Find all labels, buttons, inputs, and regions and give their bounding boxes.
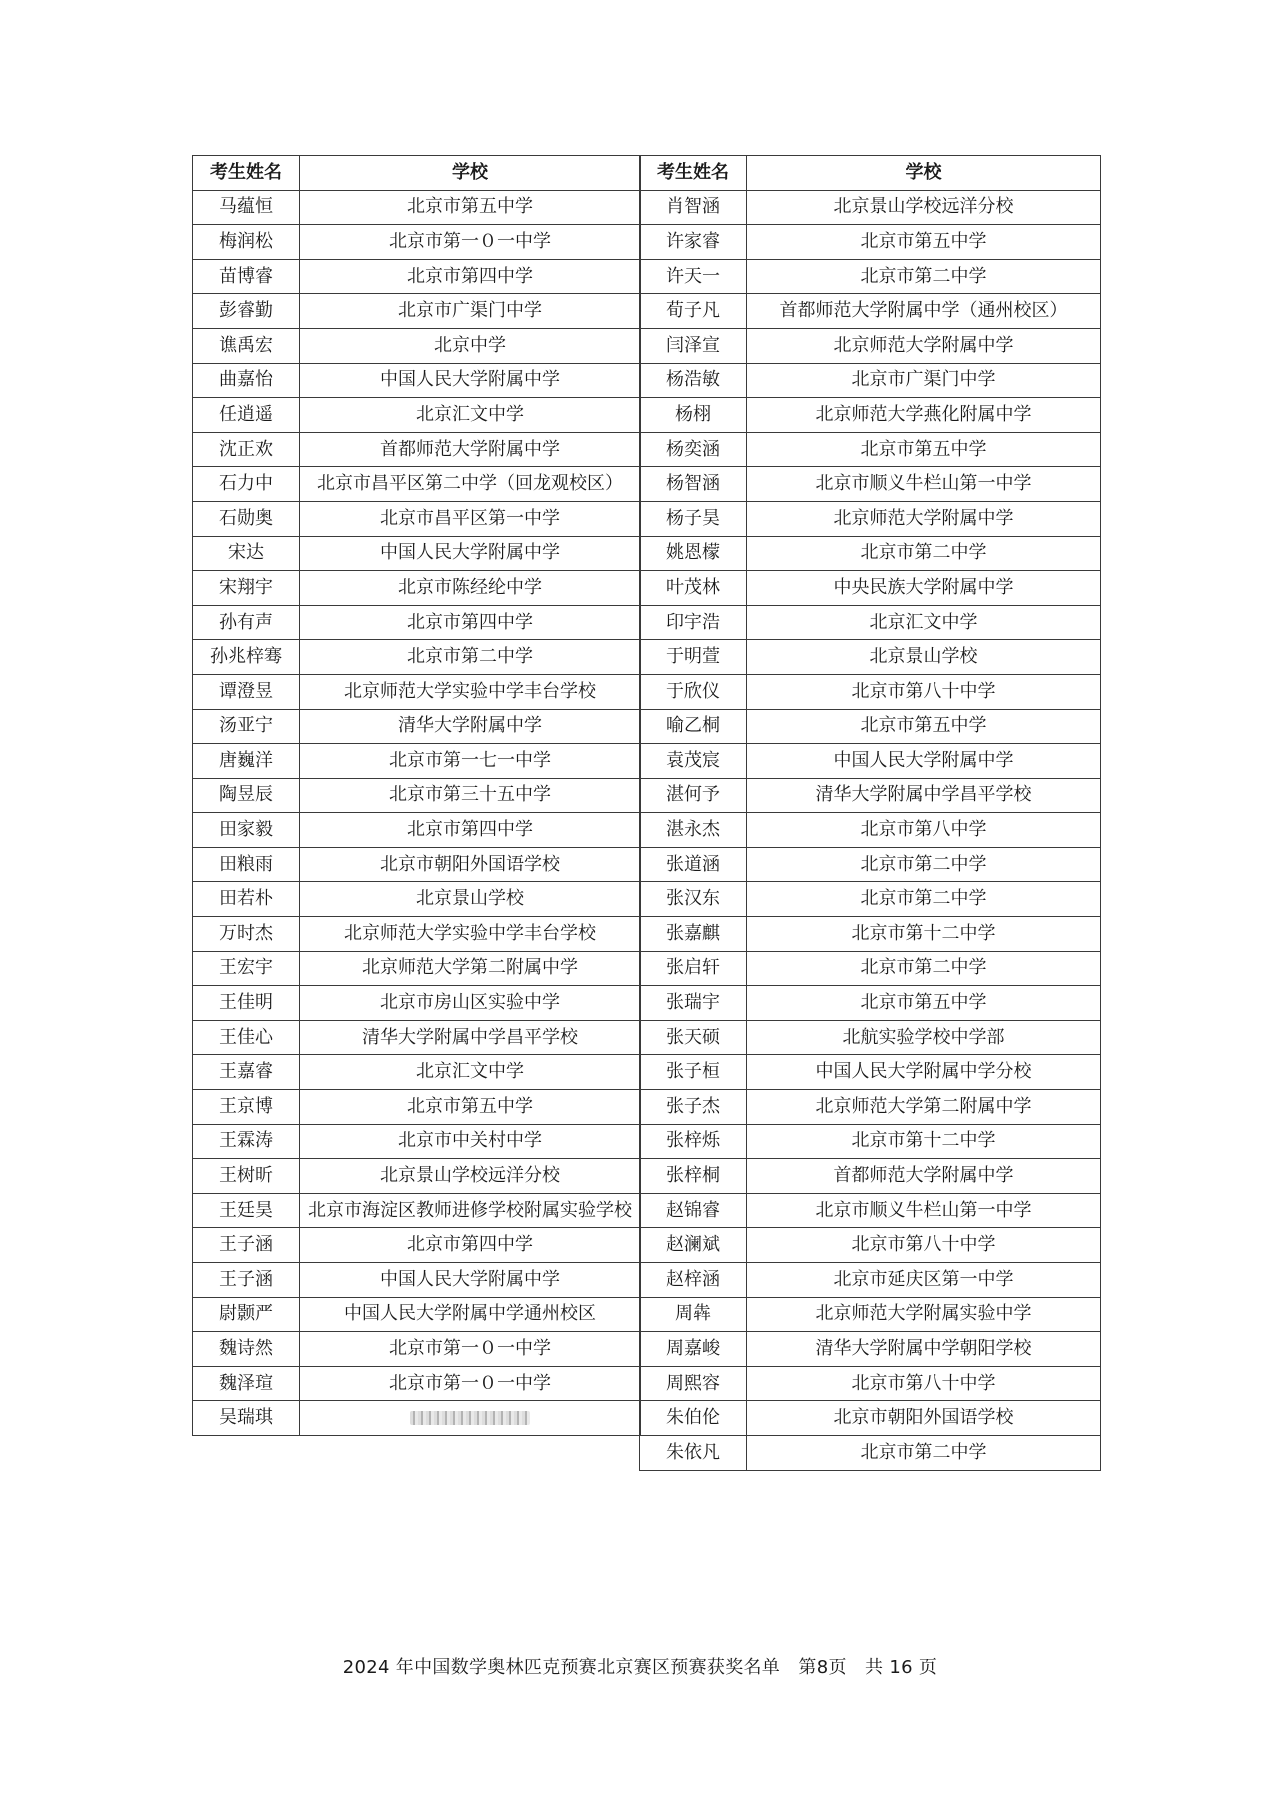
school-name: 北京市房山区实验中学 bbox=[300, 986, 641, 1021]
table-row bbox=[193, 190, 641, 225]
school-name: 北京市昌平区第二中学（回龙观校区） bbox=[300, 467, 641, 502]
school-name: 北京景山学校 bbox=[747, 640, 1101, 675]
school-name: 北京市朝阳外国语学校 bbox=[300, 847, 641, 882]
table-row bbox=[640, 467, 1101, 502]
school-name: 北京市延庆区第一中学 bbox=[747, 1263, 1101, 1298]
school-name: 北京师范大学附属中学 bbox=[747, 328, 1101, 363]
school-name: 中国人民大学附属中学分校 bbox=[747, 1055, 1101, 1090]
table-row bbox=[193, 1263, 641, 1298]
student-name: 姚恩檬 bbox=[640, 536, 747, 571]
table-row bbox=[640, 1193, 1101, 1228]
school-name: 北京市第五中学 bbox=[300, 1090, 641, 1125]
student-name: 王子涵 bbox=[193, 1228, 300, 1263]
school-name: 北京中学 bbox=[300, 328, 641, 363]
school-name: 中国人民大学附属中学通州校区 bbox=[300, 1297, 641, 1332]
table-row bbox=[193, 1332, 641, 1367]
school-name: 北京景山学校远洋分校 bbox=[747, 190, 1101, 225]
table-row bbox=[193, 225, 641, 260]
school-name: 北京市广渠门中学 bbox=[300, 294, 641, 329]
table-row bbox=[193, 986, 641, 1021]
student-name: 王子涵 bbox=[193, 1263, 300, 1298]
student-name: 朱依凡 bbox=[640, 1435, 747, 1470]
student-name: 肖智涵 bbox=[640, 190, 747, 225]
student-name: 陶昱辰 bbox=[193, 778, 300, 813]
school-name: 北京市第一０一中学 bbox=[300, 225, 641, 260]
table-row bbox=[640, 398, 1101, 433]
table-row bbox=[640, 1297, 1101, 1332]
student-name: 许天一 bbox=[640, 259, 747, 294]
student-name: 汤亚宁 bbox=[193, 709, 300, 744]
student-name: 孙兆梓骞 bbox=[193, 640, 300, 675]
table-row bbox=[193, 571, 641, 606]
header-school: 学校 bbox=[300, 156, 641, 191]
table-row bbox=[193, 640, 641, 675]
table-row bbox=[193, 605, 641, 640]
student-name: 湛何予 bbox=[640, 778, 747, 813]
school-name: 首都师范大学附属中学（通州校区） bbox=[747, 294, 1101, 329]
school-name: 清华大学附属中学昌平学校 bbox=[300, 1020, 641, 1055]
table-row bbox=[193, 259, 641, 294]
student-name: 石力中 bbox=[193, 467, 300, 502]
student-name: 彭睿勤 bbox=[193, 294, 300, 329]
table-row bbox=[193, 1401, 641, 1436]
table-row bbox=[193, 1228, 641, 1263]
table-row bbox=[640, 1332, 1101, 1367]
school-name: 北京市第一七一中学 bbox=[300, 744, 641, 779]
school-name: 北京市第五中学 bbox=[747, 432, 1101, 467]
school-name: 清华大学附属中学昌平学校 bbox=[747, 778, 1101, 813]
student-name: 荀子凡 bbox=[640, 294, 747, 329]
table-row bbox=[193, 744, 641, 779]
school-name: 北京市第二中学 bbox=[747, 259, 1101, 294]
table-row bbox=[640, 328, 1101, 363]
school-name: 清华大学附属中学朝阳学校 bbox=[747, 1332, 1101, 1367]
table-row bbox=[640, 744, 1101, 779]
school-name: 北京市第一０一中学 bbox=[300, 1366, 641, 1401]
student-name: 宋翔宇 bbox=[193, 571, 300, 606]
school-name: 北京市第八十中学 bbox=[747, 1366, 1101, 1401]
roster-table-right bbox=[639, 155, 1101, 1471]
table-row bbox=[640, 363, 1101, 398]
school-name: 北京市第一０一中学 bbox=[300, 1332, 641, 1367]
table-row bbox=[193, 709, 641, 744]
table-row bbox=[640, 605, 1101, 640]
table-row bbox=[193, 1159, 641, 1194]
student-name: 万时杰 bbox=[193, 917, 300, 952]
table-row bbox=[193, 432, 641, 467]
student-name: 田粮雨 bbox=[193, 847, 300, 882]
table-header-row bbox=[193, 156, 641, 191]
school-name: 北京师范大学实验中学丰台学校 bbox=[300, 917, 641, 952]
school-name bbox=[300, 1401, 641, 1436]
student-name: 孙有声 bbox=[193, 605, 300, 640]
school-name: 中国人民大学附属中学 bbox=[300, 1263, 641, 1298]
school-name: 北京市第四中学 bbox=[300, 1228, 641, 1263]
table-row bbox=[640, 1366, 1101, 1401]
school-name: 中国人民大学附属中学 bbox=[300, 536, 641, 571]
student-name: 赵澜斌 bbox=[640, 1228, 747, 1263]
table-row bbox=[640, 225, 1101, 260]
student-name: 曲嘉怡 bbox=[193, 363, 300, 398]
table-row bbox=[640, 1090, 1101, 1125]
student-name: 杨智涵 bbox=[640, 467, 747, 502]
student-name: 谭澄昱 bbox=[193, 674, 300, 709]
table-row bbox=[193, 882, 641, 917]
student-name: 张天硕 bbox=[640, 1020, 747, 1055]
student-name: 王佳心 bbox=[193, 1020, 300, 1055]
table-row bbox=[640, 501, 1101, 536]
student-name: 魏泽瑄 bbox=[193, 1366, 300, 1401]
school-name: 北京市顺义牛栏山第一中学 bbox=[747, 1193, 1101, 1228]
school-name: 中国人民大学附属中学 bbox=[747, 744, 1101, 779]
table-row bbox=[193, 363, 641, 398]
school-name: 首都师范大学附属中学 bbox=[300, 432, 641, 467]
student-name: 田家毅 bbox=[193, 813, 300, 848]
student-name: 闫泽宣 bbox=[640, 328, 747, 363]
school-name: 北京市第五中学 bbox=[747, 709, 1101, 744]
school-name: 北京市第五中学 bbox=[747, 225, 1101, 260]
table-row bbox=[640, 1055, 1101, 1090]
table-row bbox=[193, 536, 641, 571]
student-name: 杨栩 bbox=[640, 398, 747, 433]
student-name: 赵梓涵 bbox=[640, 1263, 747, 1298]
table-row bbox=[193, 1090, 641, 1125]
table-row bbox=[640, 778, 1101, 813]
table-row bbox=[640, 432, 1101, 467]
table-row bbox=[193, 1020, 641, 1055]
table-row bbox=[193, 328, 641, 363]
student-name: 张道涵 bbox=[640, 847, 747, 882]
school-name: 北京汇文中学 bbox=[747, 605, 1101, 640]
student-name: 王树昕 bbox=[193, 1159, 300, 1194]
school-name: 北京汇文中学 bbox=[300, 1055, 641, 1090]
student-name: 于明萱 bbox=[640, 640, 747, 675]
school-name: 北京师范大学附属中学 bbox=[747, 501, 1101, 536]
table-row bbox=[193, 467, 641, 502]
table-row bbox=[640, 640, 1101, 675]
school-name: 北京市第二中学 bbox=[747, 951, 1101, 986]
school-name: 北京景山学校远洋分校 bbox=[300, 1159, 641, 1194]
student-name: 石勋奥 bbox=[193, 501, 300, 536]
student-name: 王嘉睿 bbox=[193, 1055, 300, 1090]
school-name: 北京市顺义牛栏山第一中学 bbox=[747, 467, 1101, 502]
table-row bbox=[193, 1055, 641, 1090]
header-name: 考生姓名 bbox=[640, 156, 747, 191]
school-name: 北京市广渠门中学 bbox=[747, 363, 1101, 398]
student-name: 叶茂林 bbox=[640, 571, 747, 606]
student-name: 张梓桐 bbox=[640, 1159, 747, 1194]
table-header-row bbox=[640, 156, 1101, 191]
student-name: 张嘉麒 bbox=[640, 917, 747, 952]
student-name: 朱伯伦 bbox=[640, 1401, 747, 1436]
student-name: 喻乙桐 bbox=[640, 709, 747, 744]
school-name: 北京市第二中学 bbox=[747, 536, 1101, 571]
student-name: 马蕴恒 bbox=[193, 190, 300, 225]
student-name: 周犇 bbox=[640, 1297, 747, 1332]
student-name: 尉颢严 bbox=[193, 1297, 300, 1332]
table-row bbox=[193, 1297, 641, 1332]
school-name: 北京市第二中学 bbox=[300, 640, 641, 675]
school-name: 北京市第二中学 bbox=[747, 882, 1101, 917]
student-name: 王京博 bbox=[193, 1090, 300, 1125]
table-row bbox=[640, 294, 1101, 329]
student-name: 张启轩 bbox=[640, 951, 747, 986]
school-name: 北航实验学校中学部 bbox=[747, 1020, 1101, 1055]
student-name: 吴瑞琪 bbox=[193, 1401, 300, 1436]
school-name: 北京师范大学实验中学丰台学校 bbox=[300, 674, 641, 709]
table-row bbox=[193, 398, 641, 433]
school-name: 北京市第八十中学 bbox=[747, 674, 1101, 709]
school-name: 北京景山学校 bbox=[300, 882, 641, 917]
student-name: 张梓烁 bbox=[640, 1124, 747, 1159]
table-row bbox=[640, 882, 1101, 917]
school-name: 北京市第五中学 bbox=[747, 986, 1101, 1021]
school-name: 北京市中关村中学 bbox=[300, 1124, 641, 1159]
table-row bbox=[640, 709, 1101, 744]
student-name: 张瑞宇 bbox=[640, 986, 747, 1021]
table-row bbox=[640, 917, 1101, 952]
school-name: 北京市第二中学 bbox=[747, 1435, 1101, 1470]
school-name: 北京市海淀区教师进修学校附属实验学校 bbox=[300, 1193, 641, 1228]
student-name: 王廷昊 bbox=[193, 1193, 300, 1228]
header-name: 考生姓名 bbox=[193, 156, 300, 191]
table-row bbox=[640, 1263, 1101, 1298]
school-name: 北京师范大学第二附属中学 bbox=[300, 951, 641, 986]
student-name: 赵锦睿 bbox=[640, 1193, 747, 1228]
student-name: 杨子昊 bbox=[640, 501, 747, 536]
student-name: 湛永杰 bbox=[640, 813, 747, 848]
table-row bbox=[193, 917, 641, 952]
school-name: 北京市陈经纶中学 bbox=[300, 571, 641, 606]
table-row bbox=[640, 1435, 1101, 1470]
student-name: 袁茂宸 bbox=[640, 744, 747, 779]
obscured-text bbox=[410, 1411, 530, 1425]
header-school: 学校 bbox=[747, 156, 1101, 191]
school-name: 北京汇文中学 bbox=[300, 398, 641, 433]
table-row bbox=[193, 813, 641, 848]
roster-table-left bbox=[192, 155, 641, 1436]
school-name: 北京市第二中学 bbox=[747, 847, 1101, 882]
student-name: 张汉东 bbox=[640, 882, 747, 917]
student-name: 王霖涛 bbox=[193, 1124, 300, 1159]
table-row bbox=[193, 294, 641, 329]
table-row bbox=[640, 571, 1101, 606]
table-row bbox=[193, 847, 641, 882]
student-name: 周嘉峻 bbox=[640, 1332, 747, 1367]
student-name: 宋达 bbox=[193, 536, 300, 571]
school-name: 中国人民大学附属中学 bbox=[300, 363, 641, 398]
school-name: 中央民族大学附属中学 bbox=[747, 571, 1101, 606]
school-name: 北京市第十二中学 bbox=[747, 1124, 1101, 1159]
table-row bbox=[640, 674, 1101, 709]
school-name: 北京师范大学附属实验中学 bbox=[747, 1297, 1101, 1332]
student-name: 沈正欢 bbox=[193, 432, 300, 467]
school-name: 北京市第四中学 bbox=[300, 259, 641, 294]
student-name: 许家睿 bbox=[640, 225, 747, 260]
table-row bbox=[193, 674, 641, 709]
school-name: 北京师范大学第二附属中学 bbox=[747, 1090, 1101, 1125]
table-row bbox=[193, 1366, 641, 1401]
student-name: 王宏宇 bbox=[193, 951, 300, 986]
school-name: 北京市昌平区第一中学 bbox=[300, 501, 641, 536]
school-name: 北京市第四中学 bbox=[300, 813, 641, 848]
page-footer: 2024 年中国数学奥林匹克预赛北京赛区预赛获奖名单 第8页 共 16 页 bbox=[342, 1657, 938, 1678]
table-row bbox=[640, 536, 1101, 571]
student-name: 周熙容 bbox=[640, 1366, 747, 1401]
student-name: 杨浩敏 bbox=[640, 363, 747, 398]
school-name: 北京市第四中学 bbox=[300, 605, 641, 640]
school-name: 首都师范大学附属中学 bbox=[747, 1159, 1101, 1194]
table-row bbox=[640, 259, 1101, 294]
table-row bbox=[640, 1228, 1101, 1263]
student-name: 田若朴 bbox=[193, 882, 300, 917]
school-name: 北京市朝阳外国语学校 bbox=[747, 1401, 1101, 1436]
student-name: 任逍遥 bbox=[193, 398, 300, 433]
student-name: 张子桓 bbox=[640, 1055, 747, 1090]
table-row bbox=[640, 813, 1101, 848]
table-row bbox=[640, 190, 1101, 225]
school-name: 清华大学附属中学 bbox=[300, 709, 641, 744]
table-row bbox=[193, 1124, 641, 1159]
table-row bbox=[640, 847, 1101, 882]
table-row bbox=[640, 1159, 1101, 1194]
student-name: 梅润松 bbox=[193, 225, 300, 260]
school-name: 北京市第三十五中学 bbox=[300, 778, 641, 813]
school-name: 北京师范大学燕化附属中学 bbox=[747, 398, 1101, 433]
student-name: 印宇浩 bbox=[640, 605, 747, 640]
school-name: 北京市第五中学 bbox=[300, 190, 641, 225]
student-name: 于欣仪 bbox=[640, 674, 747, 709]
table-row bbox=[640, 986, 1101, 1021]
student-name: 谯禹宏 bbox=[193, 328, 300, 363]
student-name: 张子杰 bbox=[640, 1090, 747, 1125]
table-row bbox=[640, 951, 1101, 986]
school-name: 北京市第八中学 bbox=[747, 813, 1101, 848]
table-row bbox=[193, 951, 641, 986]
student-name: 苗博睿 bbox=[193, 259, 300, 294]
student-name: 魏诗然 bbox=[193, 1332, 300, 1367]
school-name: 北京市第十二中学 bbox=[747, 917, 1101, 952]
table-row bbox=[640, 1020, 1101, 1055]
table-row bbox=[640, 1401, 1101, 1436]
table-row bbox=[640, 1124, 1101, 1159]
school-name: 北京市第八十中学 bbox=[747, 1228, 1101, 1263]
student-name: 唐巍洋 bbox=[193, 744, 300, 779]
student-name: 王佳明 bbox=[193, 986, 300, 1021]
table-row bbox=[193, 501, 641, 536]
student-name: 杨奕涵 bbox=[640, 432, 747, 467]
table-row bbox=[193, 778, 641, 813]
